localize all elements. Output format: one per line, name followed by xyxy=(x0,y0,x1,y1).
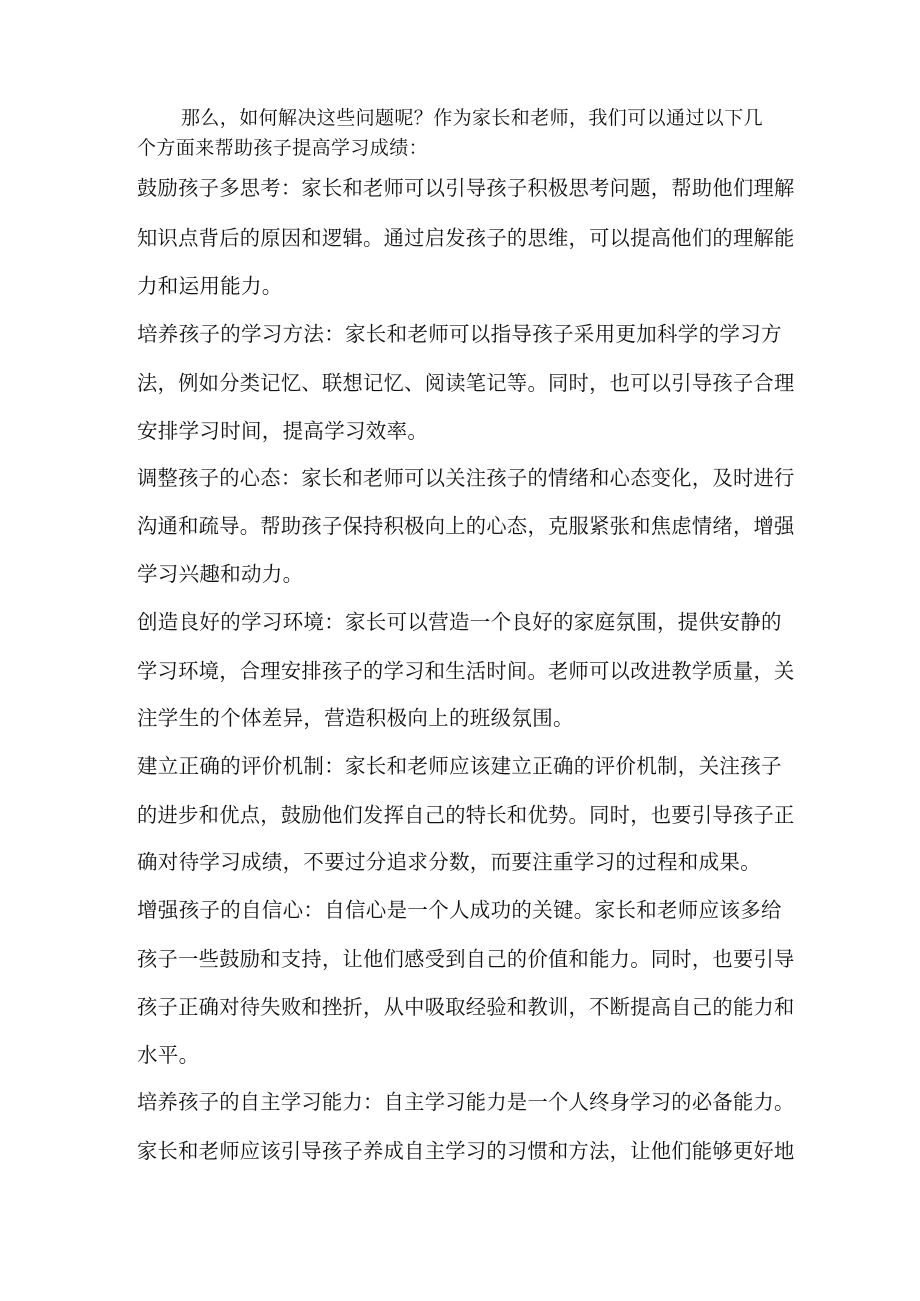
section-7-line-1: 培养孩子的自主学习能力：自主学习能力是一个人终身学习的必备能力。 xyxy=(137,1090,795,1114)
section-5-line-1: 建立正确的评价机制：家长和老师应该建立正确的评价机制，关注孩子 xyxy=(137,754,782,778)
section-3-line-1: 调整孩子的心态：家长和老师可以关注孩子的情绪和心态变化，及时进行 xyxy=(137,466,795,490)
section-4-line-1: 创造良好的学习环境：家长可以营造一个良好的家庭氛围，提供安静的 xyxy=(137,610,782,634)
section-6-line-3: 孩子正确对待失败和挫折，从中吸取经验和教训，不断提高自己的能力和 xyxy=(137,995,795,1019)
section-2-line-2: 法，例如分类记忆、联想记忆、阅读笔记等。同时，也可以引导孩子合理 xyxy=(137,371,795,395)
section-4-line-3: 注学生的个体差异，营造积极向上的班级氛围。 xyxy=(137,706,574,730)
section-6-line-1: 增强孩子的自信心：自信心是一个人成功的关键。家长和老师应该多给 xyxy=(137,898,782,922)
section-1-line-1: 鼓励孩子多思考：家长和老师可以引导孩子积极思考问题，帮助他们理解 xyxy=(137,176,795,200)
intro-line-2: 个方面来帮助孩子提高学习成绩： xyxy=(137,137,429,159)
section-1-line-3: 力和运用能力。 xyxy=(137,274,283,298)
intro-line-1: 那么，如何解决这些问题呢？作为家长和老师，我们可以通过以下几 xyxy=(181,107,764,129)
section-2-line-1: 培养孩子的学习方法：家长和老师可以指导孩子采用更加科学的学习方 xyxy=(137,322,782,346)
section-4-line-2: 学习环境，合理安排孩子的学习和生活时间。老师可以改进教学质量，关 xyxy=(137,659,795,683)
section-7-line-2: 家长和老师应该引导孩子养成自主学习的习惯和方法，让他们能够更好地 xyxy=(137,1139,795,1163)
section-2-line-3: 安排学习时间，提高学习效率。 xyxy=(137,419,429,443)
section-6-line-2: 孩子一些鼓励和支持，让他们感受到自己的价值和能力。同时，也要引导 xyxy=(137,947,795,971)
section-5-line-3: 确对待学习成绩，不要过分追求分数，而要注重学习的过程和成果。 xyxy=(137,850,761,874)
section-3-line-2: 沟通和疏导。帮助孩子保持积极向上的心态，克服紧张和焦虑情绪，增强 xyxy=(137,514,795,538)
section-3-line-3: 学习兴趣和动力。 xyxy=(137,562,304,586)
section-6-line-4: 水平。 xyxy=(137,1043,200,1067)
section-1-line-2: 知识点背后的原因和逻辑。通过启发孩子的思维，可以提高他们的理解能 xyxy=(137,226,795,250)
section-5-line-2: 的进步和优点，鼓励他们发挥自己的特长和优势。同时，也要引导孩子正 xyxy=(137,803,795,827)
